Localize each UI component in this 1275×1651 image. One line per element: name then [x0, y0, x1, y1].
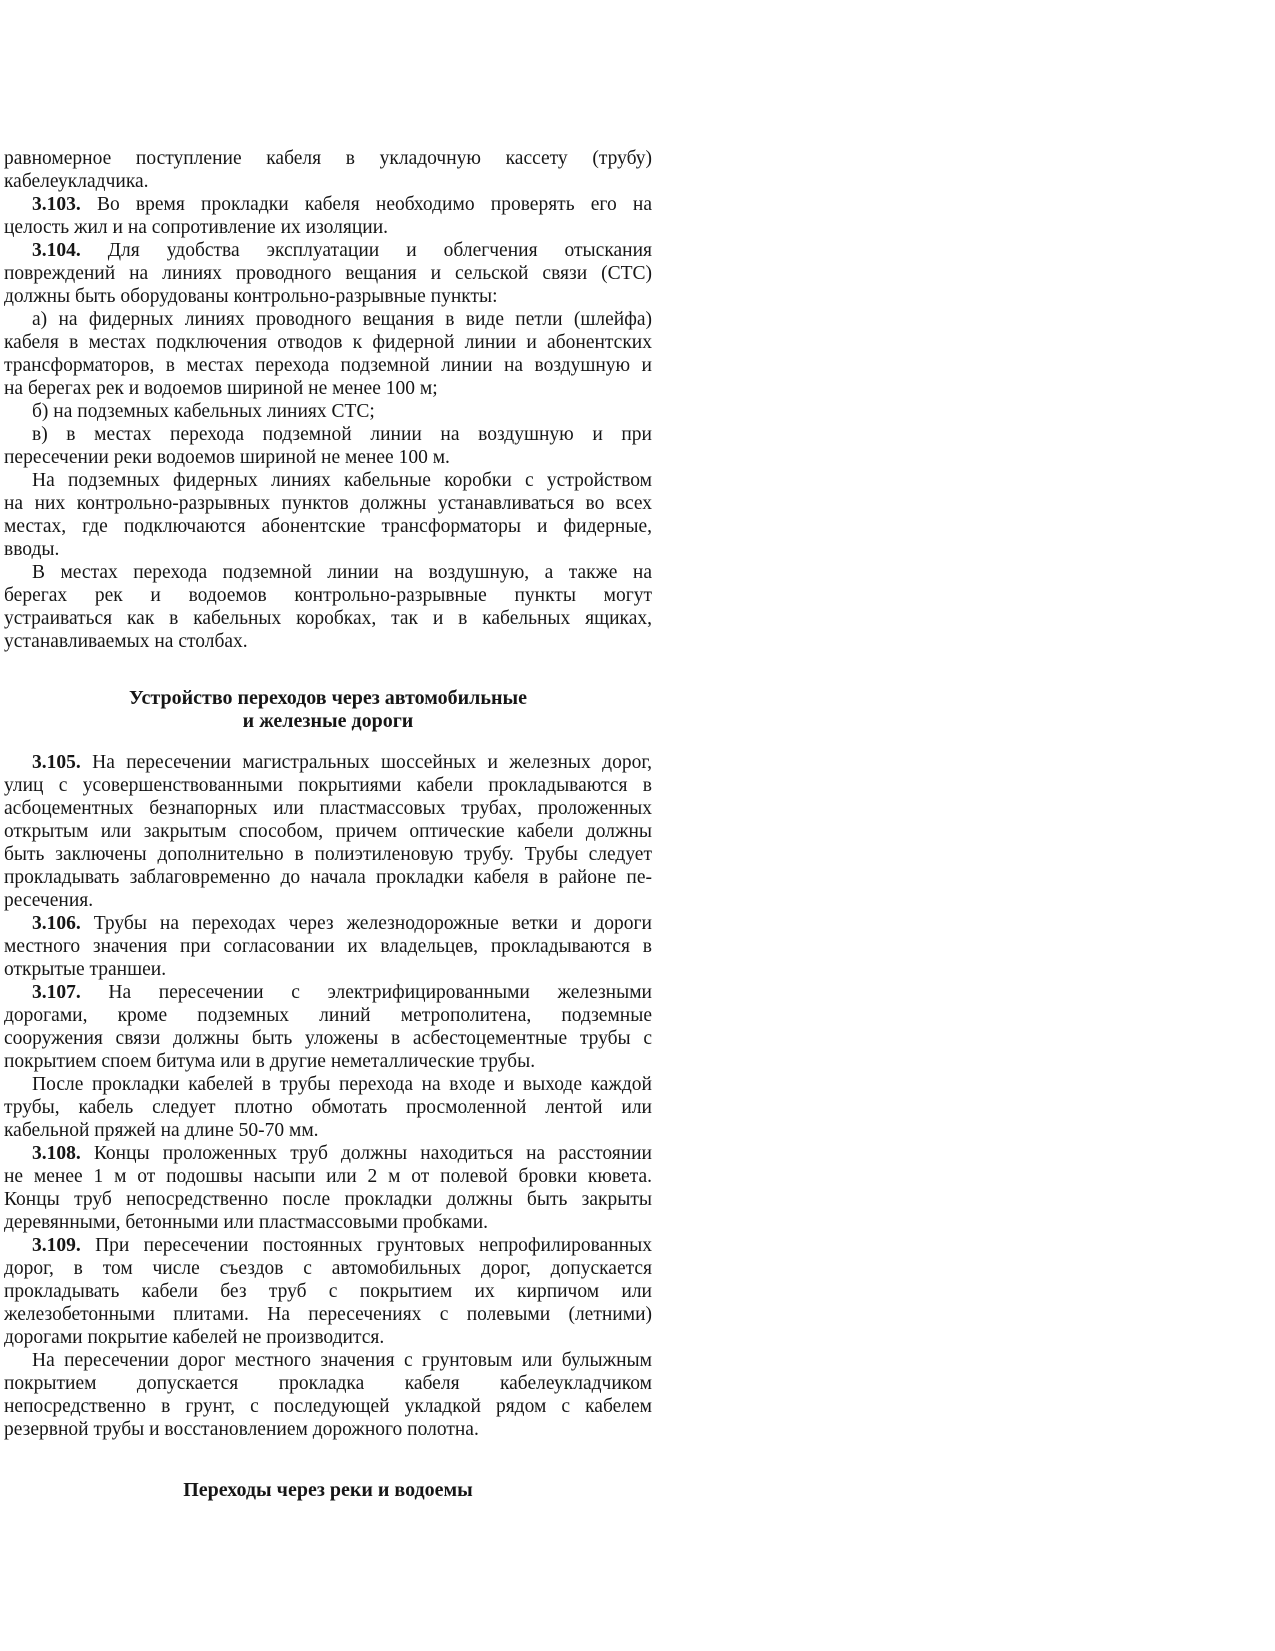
heading-line: Устройство переходов через автомобильные: [129, 687, 527, 709]
paragraph: [4, 561, 652, 653]
text-line: На пересечении дорог местного значения с грунтовым или булыжным: [32, 1350, 652, 1371]
text-line: местах, где подключаются абонентские трансформаторы и фидерные,: [4, 516, 652, 537]
text-line: дорог, в том числе съездов с автомобильных дорог, допускается: [4, 1258, 652, 1279]
text-line: непосредственно в грунт, с последующей укладкой рядом с кабелем: [4, 1396, 652, 1417]
text-line: местного значения при согласовании их владельцев, прокладываются в: [4, 936, 652, 957]
text-line: 3.107. На пересечении с электрифицированными железными: [32, 982, 652, 1003]
text-line: на берегах рек и водоемов шириной не менее 100 м;: [4, 378, 438, 399]
text-line: а) на фидерных линиях проводного вещания в виде петли (шлейфа): [32, 309, 652, 330]
text-line: трубы, кабель следует плотно обмотать просмоленной лентой или: [4, 1097, 652, 1118]
paragraph: [4, 981, 652, 1073]
text-line: б) на подземных кабельных линиях СТС;: [32, 401, 375, 422]
paragraph: [4, 400, 652, 423]
clause-number: 3.103.: [32, 194, 81, 215]
text-line: 3.106. Трубы на переходах через железнодорожные ветки и дороги: [32, 913, 652, 934]
text-line: После прокладки кабелей в трубы перехода на входе и выходе каждой: [32, 1074, 652, 1095]
text-line: повреждений на линиях проводного вещания и сельской связи (СТС): [4, 263, 652, 284]
clause-number: 3.104.: [32, 240, 81, 261]
paragraph: [4, 1234, 652, 1349]
text-line: На подземных фидерных линиях кабельные коробки с устройством: [32, 470, 652, 491]
text-line: трансформаторов, в местах перехода подземной линии на воздушную и: [4, 355, 652, 376]
text-line: деревянными, бетонными или пластмассовыми пробками.: [4, 1212, 489, 1233]
text-line: сооружения связи должны быть уложены в асбестоцементные трубы с: [4, 1028, 652, 1049]
paragraph: [4, 751, 652, 912]
text-line: асбоцементных безнапорных или пластмассовых трубах, проложенных: [4, 798, 652, 819]
paragraph: [4, 1073, 652, 1142]
clause-number: 3.108.: [32, 1143, 81, 1164]
text-line: пересечении реки водоемов шириной не менее 100 м.: [4, 447, 450, 468]
text-line: Концы труб непосредственно после прокладки должны быть закрыты: [4, 1189, 652, 1210]
clause-number: 3.107.: [32, 982, 81, 1003]
text-line: устанавливаемых на столбах.: [4, 631, 248, 652]
heading-line: Переходы через реки и водоемы: [183, 1479, 473, 1501]
text-line: покрытием споем битума или в другие неметаллические трубы.: [4, 1051, 536, 1072]
text-line: вводы.: [4, 539, 60, 560]
section-heading: [4, 687, 652, 733]
text-line: быть заключены дополнительно в полиэтиленовую трубу. Трубы следует: [4, 844, 652, 865]
text-line: 3.103. Во время прокладки кабеля необходимо проверять его на: [32, 194, 652, 215]
paragraph: [4, 308, 652, 400]
text-line: открытым или закрытым способом, причем оптические кабели должны: [4, 821, 652, 842]
text-line: 3.104. Для удобства эксплуатации и облегчения отыскания: [32, 240, 652, 261]
text-line: целость жил и на сопротивление их изоляции.: [4, 217, 389, 238]
text-line: кабельной пряжей на длине 50-70 мм.: [4, 1120, 319, 1141]
text-line: улиц с усовершенствованными покрытиями кабели прокладываются в: [4, 775, 652, 796]
paragraph: [4, 1142, 652, 1234]
text-line: дорогами, кроме подземных линий метрополитена, подземные: [4, 1005, 652, 1026]
clause-number: 3.109.: [32, 1235, 81, 1256]
clause-number: 3.105.: [32, 752, 81, 773]
paragraph: [4, 1349, 652, 1441]
text-line: резервной трубы и восстановлением дорожного полотна.: [4, 1419, 479, 1440]
text-line: В местах перехода подземной линии на воздушную, а также на: [32, 562, 652, 583]
text-line: покрытием допускается прокладка кабеля кабелеукладчиком: [4, 1373, 652, 1394]
text-line: дорогами покрытие кабелей не производится.: [4, 1327, 385, 1348]
text-line: прокладывать заблаговременно до начала прокладки кабеля в районе пе-: [4, 867, 652, 888]
text-line: должны быть оборудованы контрольно-разрывные пункты:: [4, 286, 498, 307]
text-column: [4, 147, 652, 1502]
clause-number: 3.106.: [32, 913, 81, 934]
text-line: ресечения.: [4, 890, 94, 911]
paragraph: [4, 147, 652, 193]
text-line: кабеля в местах подключения отводов к фидерной линии и абонентских: [4, 332, 652, 353]
text-line: 3.109. При пересечении постоянных грунтовых непрофилированных: [32, 1235, 652, 1256]
paragraph: [4, 469, 652, 561]
section-heading: [4, 1479, 652, 1502]
text-line: прокладывать кабели без труб с покрытием их кирпичом или: [4, 1281, 652, 1302]
text-line: 3.105. На пересечении магистральных шоссейных и железных дорог,: [32, 752, 652, 773]
heading-line: и железные дороги: [242, 710, 414, 732]
text-line: 3.108. Концы проложенных труб должны находиться на расстоянии: [32, 1143, 652, 1164]
text-line: равномерное поступление кабеля в укладочную кассету (трубу): [4, 148, 652, 169]
text-line: берегах рек и водоемов контрольно-разрывные пункты могут: [4, 585, 652, 606]
paragraph: [4, 912, 652, 981]
text-line: на них контрольно-разрывных пунктов должны устанавливаться во всех: [4, 493, 652, 514]
text-line: железобетонными плитами. На пересечениях с полевыми (летними): [4, 1304, 652, 1325]
paragraph: [4, 193, 652, 239]
paragraph: [4, 239, 652, 308]
text-line: в) в местах перехода подземной линии на воздушную и при: [32, 424, 652, 445]
paragraph: [4, 423, 652, 469]
text-line: устраиваться как в кабельных коробках, так и в кабельных ящиках,: [4, 608, 652, 629]
text-line: кабелеукладчика.: [4, 171, 149, 192]
text-line: не менее 1 м от подошвы насыпи или 2 м от полевой бровки кювета.: [4, 1166, 652, 1187]
text-line: открытые траншеи.: [4, 959, 167, 980]
